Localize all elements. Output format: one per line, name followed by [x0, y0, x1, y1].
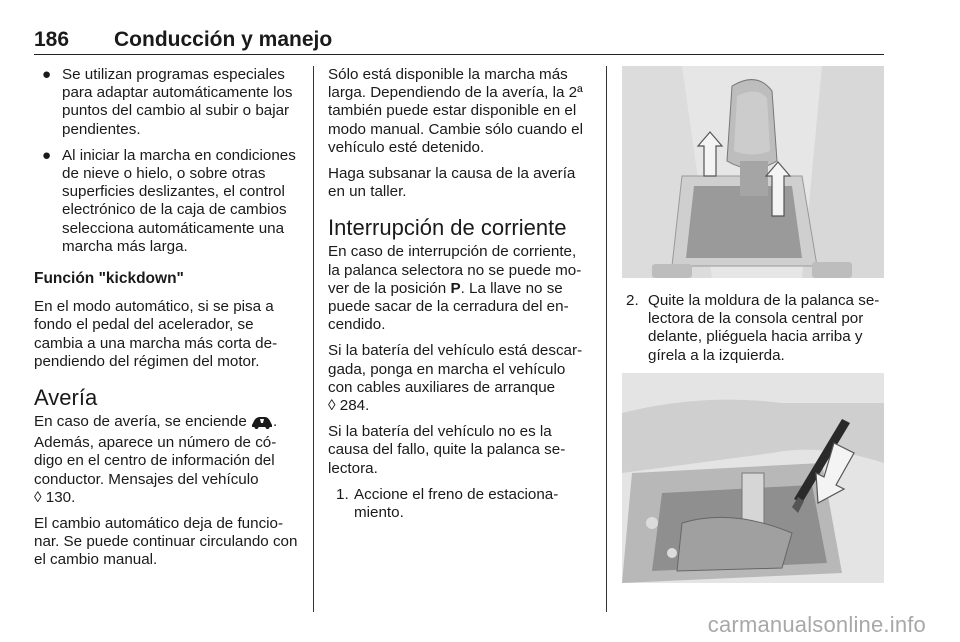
- text-span: Si la batería del vehículo está descargada, ponga en marcha el vehículo con cables auxiliares de arranque: [328, 342, 583, 396]
- page-title: Conducción y manejo: [114, 28, 333, 51]
- step-text: Quite la moldura de la palanca selectora de la consola central por delante, pliéguela hacia arriba y gírela a la izquierda.: [648, 292, 880, 364]
- console-trim-removal-illustration: [622, 373, 884, 583]
- column-divider-1: [313, 66, 314, 612]
- fault-paragraph: [34, 413, 298, 507]
- watermark: carmanualsonline.info: [707, 612, 926, 637]
- power-interruption-heading: Interrupción de corriente: [328, 215, 567, 241]
- page-reference-284[interactable]: 284.: [339, 397, 370, 415]
- text-span: En caso de interrupción de corriente, la palanca selectora no se puede mover de la posición: [328, 243, 582, 297]
- page-number: 186: [34, 28, 70, 51]
- column-1: [34, 66, 298, 578]
- fault-paragraph-2: El cambio automático deja de funcionar. Se puede continuar circulando con el cambio manual.: [34, 515, 298, 569]
- battery-paragraph: [328, 342, 592, 415]
- column-3: [622, 66, 886, 583]
- fault-text-before-icon: En caso de avería, se enciende: [34, 413, 247, 431]
- ref-symbol: ◊: [328, 397, 336, 415]
- bullet-text: Al iniciar la marcha en condiciones de nieve o hielo, o sobre otras superficies deslizantes, el control electrónico de la caja de cambios selecciona automáticamente una marcha más larga.: [62, 146, 296, 255]
- page-header: [34, 28, 884, 55]
- ref-symbol: ◊: [34, 488, 42, 506]
- bullet-dot: ●: [42, 146, 52, 164]
- step-2: [622, 292, 886, 365]
- kickdown-heading: Función "kickdown": [34, 270, 184, 288]
- kickdown-paragraph: En el modo automático, si se pisa a fondo el pedal del acelerador, se cambia a una marcha más corta dependiendo del régimen del motor.: [34, 298, 278, 370]
- bullet-text: Se utilizan programas especiales para adaptar automáticamente los puntos del cambio al subir o bajar pendientes.: [62, 66, 293, 138]
- step-number: 1.: [336, 485, 349, 503]
- fault-heading: Avería: [34, 385, 98, 411]
- fault-text-after-icon: . Además, aparece un número de código en el centro de información del conductor. Mensajes del vehículo: [34, 413, 278, 488]
- power-interruption-paragraph: [328, 243, 592, 334]
- step-1: [328, 486, 592, 522]
- column-2: [328, 66, 592, 530]
- gear-paragraph: Sólo está disponible la marcha más larga. Dependiendo de la avería, la 2ª también puede estar disponible en el modo manual. Cambie sólo cuando el vehículo esté detenido.: [328, 66, 583, 156]
- text-span: . La llave no se puede sacar de la cerradura del encendido.: [328, 279, 569, 334]
- bullet-item: [34, 66, 298, 139]
- bullet-dot: ●: [42, 66, 52, 83]
- step-number: 2.: [626, 292, 639, 309]
- column-divider-2: [606, 66, 607, 612]
- gear-lever-illustration: [622, 66, 884, 278]
- position-p-label: P: [450, 279, 461, 297]
- workshop-paragraph: Haga subsanar la causa de la avería en un taller.: [328, 165, 576, 201]
- car-wrench-icon: [251, 415, 273, 434]
- remove-lever-paragraph: Si la batería del vehículo no es la causa del fallo, quite la palanca selectora.: [328, 423, 566, 477]
- bullet-item: [34, 147, 298, 256]
- page-reference-130[interactable]: 130.: [45, 488, 76, 506]
- step-text: Accione el freno de estacionamiento.: [354, 485, 559, 522]
